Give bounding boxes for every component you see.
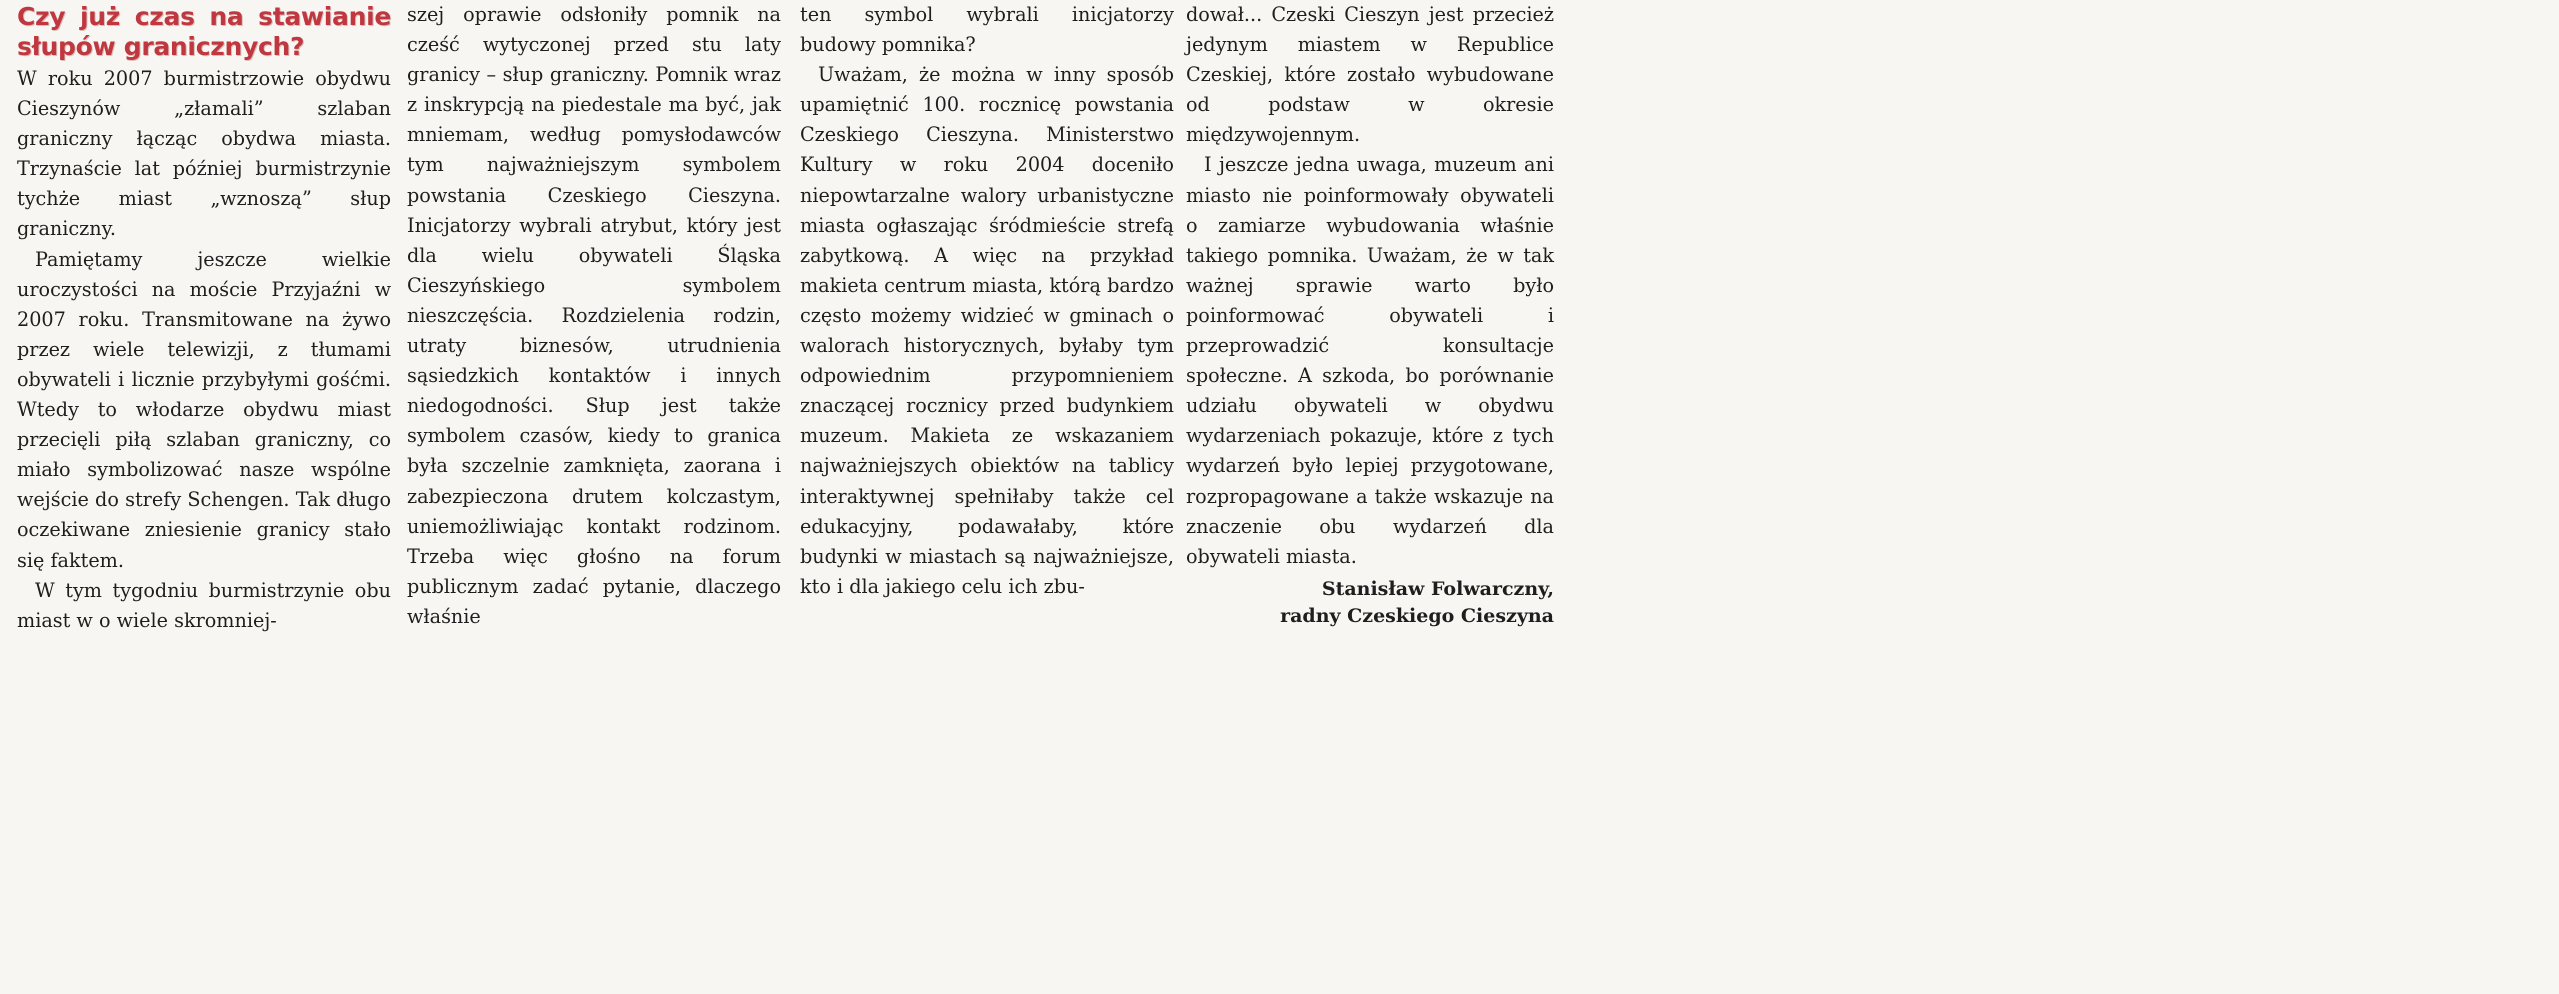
author-role: radny Czeskiego Cieszyna [1280,604,1554,627]
paragraph-2: Pamiętamy jeszcze wielkie uroczystości na moście Przyjaźni w 2007 roku. Transmitowane na żywo przez wiele telewizji, z tłumami obywateli i licznie przybyłymi gośćmi. Wtedy to włodarze obydwu miast przecięli piłą szlaban graniczny, co miało symbolizować nasze wspólne wejście do strefy Schengen. Tak długo oczekiwane zniesienie granicy stało się faktem. [17,247,391,572]
headline: Czy już czas na stawianie słupów granicznych? [17,2,391,61]
paragraph-5: I jeszcze jedna uwaga, muzeum ani miasto nie poinformowały obywateli o zamiarze wybudowania właśnie takiego pomnika. Uważam, że w tak ważnej sprawie warto było poinformować obywateli i przeprowadzić konsultacje społeczne. A szkoda, bo porównanie udziału obywateli w obydwu wydarzeniach pokazuje, które z tych wydarzeń było lepiej przygotowane, rozpropagowane a także wskazuje na znaczenie obu wydarzeń dla obywateli miasta. [1186,153,1554,568]
paragraph-3-start: W tym tygodniu burmistrzynie obu miast w o wiele skromniej- [17,578,391,632]
article-column-3 [800,0,1174,610]
paragraph-3-end: ten symbol wybrali inicjatorzy budowy pomnika? [800,3,1174,57]
paragraph-4-start: Uważam, że można w inny sposób upamiętnić 100. rocznicę powstania Czeskiego Cieszyna. Ministerstwo Kultury w roku 2004 doceniło niepowtarzalne walory urbanistyczne miasta ogłaszając śródmieście strefą zabytkową. A więc na przykład makieta centrum miasta, którą bardzo często możemy widzieć w gminach o walorach historycznych, byłaby tym odpowiednim przypomnieniem znaczącej rocznicy przed budynkiem muzeum. Makieta ze wskazaniem najważniejszych obiektów na tablicy interaktywnej spełniłaby także cel edukacyjny, podawałaby, które budynki w miastach są najważniejsze, kto i dla jakiego celu ich zbu- [800,63,1174,598]
newspaper-article [0,0,1568,632]
author-name: Stanisław Folwarczny, [1321,577,1554,600]
paragraph-1: W roku 2007 burmistrzowie obydwu Cieszynów „złamali” szlaban graniczny łącząc obydwa miasta. Trzynaście lat później burmistrzynie tychże miast „wznoszą” słup graniczny. [17,67,391,241]
article-column-4 [1186,0,1554,627]
article-column-1 [17,0,391,632]
author-signature [1186,576,1554,630]
paragraph-4-end: dował... Czeski Cieszyn jest przecież jedynym miastem w Republice Czeskiej, które zostało wybudowane od podstaw w okresie międzywojennym. [1186,3,1554,147]
paragraph-3-continued: szej oprawie odsłoniły pomnik na cześć wytyczonej przed stu laty granicy – słup graniczny. Pomnik wraz z inskrypcją na piedestale ma być, jak mniemam, według pomysłodawców tym najważniejszym symbolem powstania Czeskiego Cieszyna. Inicjatorzy wybrali atrybut, który jest dla wielu obywateli Śląska Cieszyńskiego symbolem nieszczęścia. Rozdzielenia rodzin, utraty biznesów, utrudnienia sąsiedzkich kontaktów i innych niedogodności. Słup jest także symbolem czasów, kiedy to granica była szczelnie zamknięta, zaorana i zabezpieczona drutem kolczastym, uniemożliwiając kontakt rodzinom. Trzeba więc głośno na forum publicznym zadać pytanie, dlaczego właśnie [407,3,781,628]
article-column-2 [407,0,781,628]
